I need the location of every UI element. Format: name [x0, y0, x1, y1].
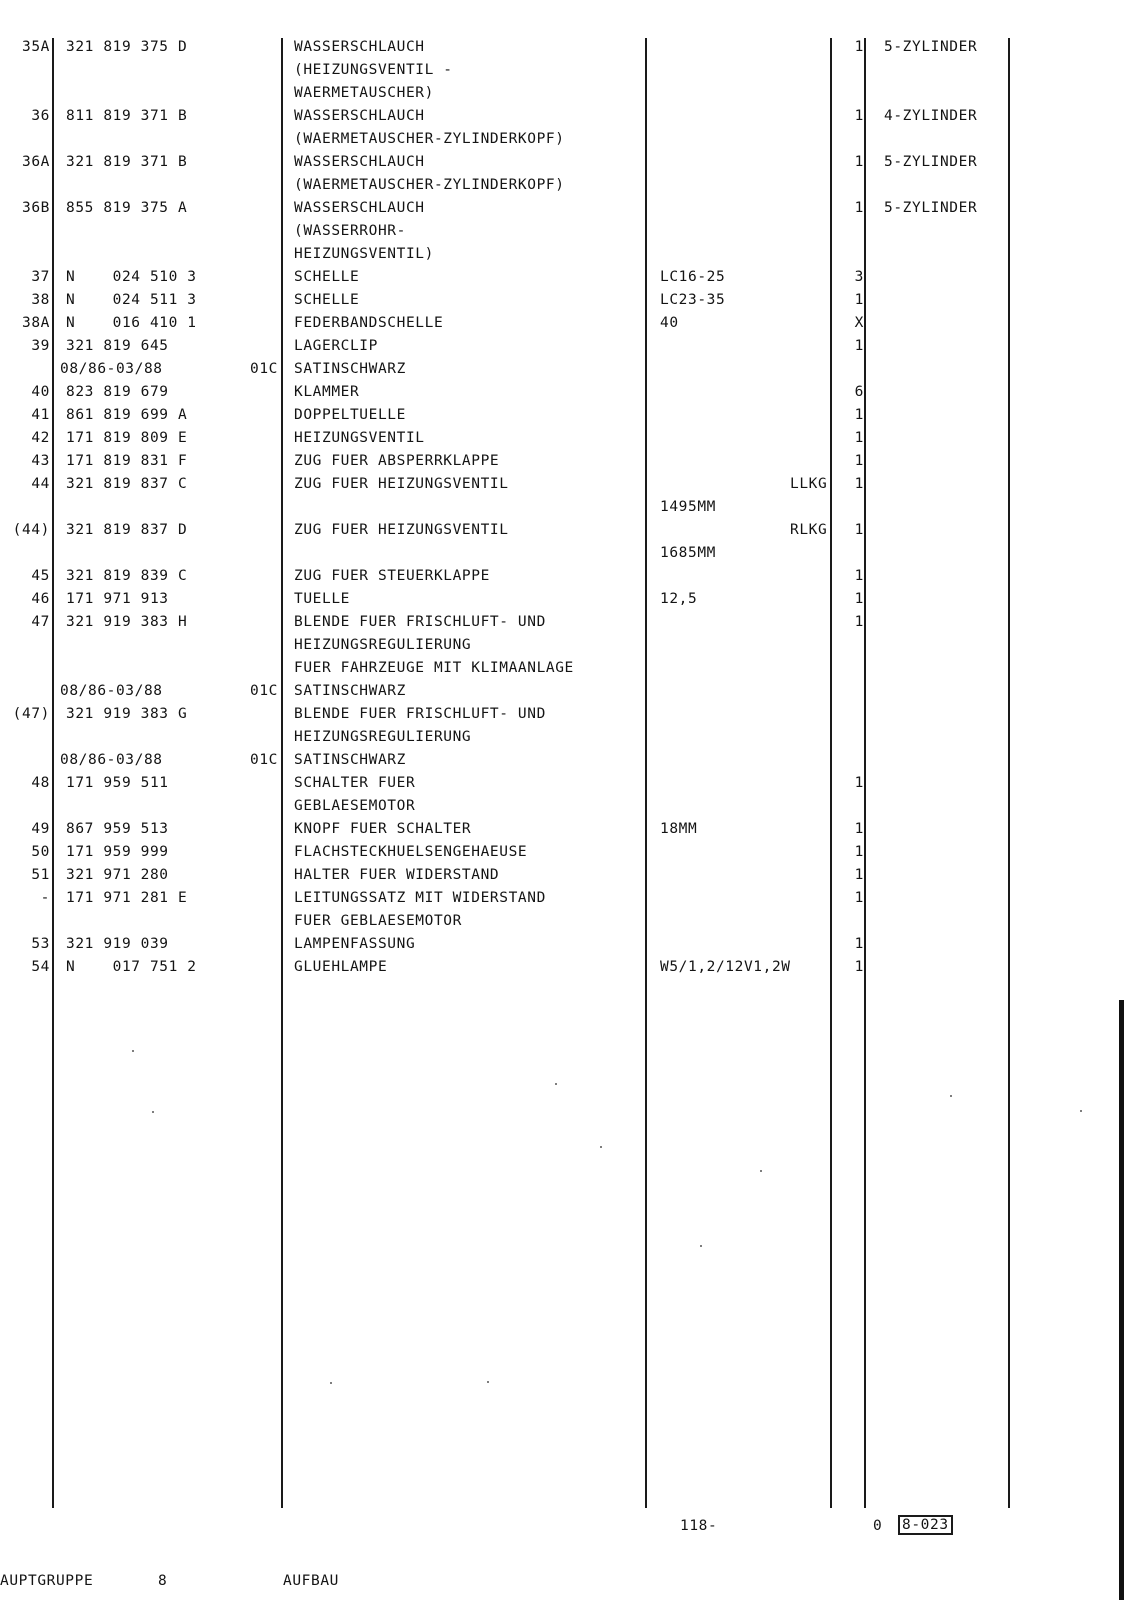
- position-number: (44): [12, 522, 50, 538]
- main-group-label: AUPTGRUPPE: [0, 1573, 94, 1589]
- table-row: [0, 841, 1124, 864]
- description: (HEIZUNGSVENTIL -: [294, 62, 453, 78]
- part-number: 321 971 280: [66, 867, 169, 883]
- part-number: 321 819 839 C: [66, 568, 188, 584]
- description: WASSERSCHLAUCH: [294, 39, 425, 55]
- scan-edge-shadow: [1119, 1000, 1124, 1600]
- remark: LC16-25: [660, 269, 726, 285]
- quantity: 3: [854, 269, 864, 285]
- position-number: 40: [31, 384, 50, 400]
- table-row-continuation: [0, 795, 1124, 818]
- description: WASSERSCHLAUCH: [294, 108, 425, 124]
- quantity: 1: [854, 200, 864, 216]
- remark: LC23-35: [660, 292, 726, 308]
- table-row: [0, 312, 1124, 335]
- model-note: 4-ZYLINDER: [884, 108, 978, 124]
- table-row-continuation: [0, 128, 1124, 151]
- scan-speck: [760, 1170, 762, 1172]
- description: KNOPF FUER SCHALTER: [294, 821, 472, 837]
- part-number: 171 971 913: [66, 591, 169, 607]
- quantity: 1: [854, 614, 864, 630]
- part-number: 321 819 837 C: [66, 476, 188, 492]
- quantity: 1: [854, 568, 864, 584]
- model-note: 5-ZYLINDER: [884, 154, 978, 170]
- position-number: 36: [31, 108, 50, 124]
- quantity: 1: [854, 890, 864, 906]
- table-row: [0, 36, 1124, 59]
- position-number: 38A: [22, 315, 50, 331]
- remark-variant: LLKG: [790, 476, 828, 492]
- quantity: 1: [854, 430, 864, 446]
- description: KLAMMER: [294, 384, 360, 400]
- description: SCHELLE: [294, 292, 360, 308]
- quantity: 1: [854, 591, 864, 607]
- description: (WAERMETAUSCHER-ZYLINDERKOPF): [294, 131, 565, 147]
- table-row: [0, 933, 1124, 956]
- table-row-continuation: [0, 220, 1124, 243]
- description: FUER FAHRZEUGE MIT KLIMAANLAGE: [294, 660, 574, 676]
- table-row: [0, 703, 1124, 726]
- model-note: 5-ZYLINDER: [884, 200, 978, 216]
- description: SCHELLE: [294, 269, 360, 285]
- part-number: 171 971 281 E: [66, 890, 188, 906]
- scan-speck: [330, 1382, 332, 1384]
- table-row-continuation: [0, 243, 1124, 266]
- position-number: 54: [31, 959, 50, 975]
- position-number: 47: [31, 614, 50, 630]
- description: ZUG FUER ABSPERRKLAPPE: [294, 453, 500, 469]
- part-number: N 017 751 2: [66, 959, 197, 975]
- model-note: 5-ZYLINDER: [884, 39, 978, 55]
- remark-variant: RLKG: [790, 522, 828, 538]
- quantity: 1: [854, 407, 864, 423]
- scan-speck: [700, 1245, 702, 1247]
- quantity: 1: [854, 522, 864, 538]
- page-number: 118-: [680, 1518, 718, 1534]
- quantity: 1: [854, 108, 864, 124]
- position-number: 37: [31, 269, 50, 285]
- main-group-name: AUFBAU: [283, 1573, 339, 1589]
- part-number: N 024 511 3: [66, 292, 197, 308]
- scan-speck: [1080, 1110, 1082, 1112]
- description: SATINSCHWARZ: [294, 361, 406, 377]
- scan-speck: [487, 1381, 489, 1383]
- position-number: -: [40, 890, 50, 906]
- description: LEITUNGSSATZ MIT WIDERSTAND: [294, 890, 546, 906]
- table-row-continuation: [0, 496, 1124, 519]
- description: (WAERMETAUSCHER-ZYLINDERKOPF): [294, 177, 565, 193]
- quantity: X: [854, 315, 864, 331]
- part-number: 171 819 831 F: [66, 453, 188, 469]
- variant-date-range: 08/86-03/88: [60, 361, 163, 377]
- part-number: 823 819 679: [66, 384, 169, 400]
- part-number: 811 819 371 B: [66, 108, 188, 124]
- description: WAERMETAUSCHER): [294, 85, 434, 101]
- quantity: 1: [854, 476, 864, 492]
- quantity: 1: [854, 39, 864, 55]
- position-number: 38: [31, 292, 50, 308]
- position-number: 45: [31, 568, 50, 584]
- table-row: [0, 381, 1124, 404]
- description: ZUG FUER STEUERKLAPPE: [294, 568, 490, 584]
- description: HEIZUNGSVENTIL: [294, 430, 425, 446]
- table-row-continuation: [0, 749, 1124, 772]
- quantity: 1: [854, 821, 864, 837]
- position-number: 44: [31, 476, 50, 492]
- position-number: 41: [31, 407, 50, 423]
- quantity: 1: [854, 338, 864, 354]
- description: HEIZUNGSREGULIERUNG: [294, 637, 472, 653]
- remark: 12,5: [660, 591, 698, 607]
- table-row: [0, 887, 1124, 910]
- description: (WASSERROHR-: [294, 223, 406, 239]
- table-row-continuation: [0, 174, 1124, 197]
- table-row: [0, 450, 1124, 473]
- table-row-continuation: [0, 542, 1124, 565]
- position-number: 50: [31, 844, 50, 860]
- part-number: 321 919 039: [66, 936, 169, 952]
- part-number: 321 819 371 B: [66, 154, 188, 170]
- variant-date-range: 08/86-03/88: [60, 752, 163, 768]
- table-row-continuation: [0, 910, 1124, 933]
- table-row: [0, 772, 1124, 795]
- position-number: 42: [31, 430, 50, 446]
- color-code: 01C: [250, 752, 278, 768]
- position-number: 46: [31, 591, 50, 607]
- table-row: [0, 473, 1124, 496]
- table-row-continuation: [0, 680, 1124, 703]
- part-number: 861 819 699 A: [66, 407, 188, 423]
- table-row-continuation: [0, 358, 1124, 381]
- position-number: 36B: [22, 200, 50, 216]
- quantity: 1: [854, 154, 864, 170]
- description: TUELLE: [294, 591, 350, 607]
- part-number: 171 959 999: [66, 844, 169, 860]
- description: SATINSCHWARZ: [294, 683, 406, 699]
- position-number: 43: [31, 453, 50, 469]
- scan-speck: [950, 1095, 952, 1097]
- remark: W5/1,2/12V1,2W: [660, 959, 791, 975]
- scan-speck: [600, 1146, 602, 1148]
- scan-speck: [152, 1111, 154, 1113]
- part-number: 321 819 837 D: [66, 522, 188, 538]
- description: FUER GEBLAESEMOTOR: [294, 913, 462, 929]
- remark: 1495MM: [660, 499, 716, 515]
- table-row: [0, 611, 1124, 634]
- description: LAMPENFASSUNG: [294, 936, 416, 952]
- description: WASSERSCHLAUCH: [294, 200, 425, 216]
- description: GEBLAESEMOTOR: [294, 798, 416, 814]
- position-number: 49: [31, 821, 50, 837]
- table-row: [0, 864, 1124, 887]
- table-row-continuation: [0, 59, 1124, 82]
- table-row: [0, 289, 1124, 312]
- remark: 18MM: [660, 821, 698, 837]
- color-code: 01C: [250, 361, 278, 377]
- part-number: 321 819 645: [66, 338, 169, 354]
- quantity: 6: [854, 384, 864, 400]
- table-row: [0, 151, 1124, 174]
- position-number: 39: [31, 338, 50, 354]
- quantity: 1: [854, 292, 864, 308]
- sheet-code-box: 8-023: [898, 1515, 953, 1535]
- description: HEIZUNGSVENTIL): [294, 246, 434, 262]
- part-number: 321 919 383 G: [66, 706, 188, 722]
- description: BLENDE FUER FRISCHLUFT- UND: [294, 614, 546, 630]
- description: WASSERSCHLAUCH: [294, 154, 425, 170]
- description: FLACHSTECKHUELSENGEHAEUSE: [294, 844, 528, 860]
- part-number: 321 819 375 D: [66, 39, 188, 55]
- description: DOPPELTUELLE: [294, 407, 406, 423]
- description: FEDERBANDSCHELLE: [294, 315, 444, 331]
- quantity: 1: [854, 936, 864, 952]
- table-row: [0, 565, 1124, 588]
- scan-speck: [132, 1050, 134, 1052]
- description: BLENDE FUER FRISCHLUFT- UND: [294, 706, 546, 722]
- description: ZUG FUER HEIZUNGSVENTIL: [294, 476, 509, 492]
- part-number: 171 959 511: [66, 775, 169, 791]
- description: SATINSCHWARZ: [294, 752, 406, 768]
- variant-date-range: 08/86-03/88: [60, 683, 163, 699]
- table-row: [0, 588, 1124, 611]
- sheet-prefix: 0: [873, 1518, 883, 1534]
- table-row: [0, 335, 1124, 358]
- part-number: 171 819 809 E: [66, 430, 188, 446]
- table-row-continuation: [0, 634, 1124, 657]
- description: ZUG FUER HEIZUNGSVENTIL: [294, 522, 509, 538]
- description: SCHALTER FUER: [294, 775, 416, 791]
- table-row-continuation: [0, 726, 1124, 749]
- description: LAGERCLIP: [294, 338, 378, 354]
- color-code: 01C: [250, 683, 278, 699]
- table-row: [0, 105, 1124, 128]
- description: GLUEHLAMPE: [294, 959, 388, 975]
- part-number: 321 919 383 H: [66, 614, 188, 630]
- quantity: 1: [854, 844, 864, 860]
- main-group-number: 8: [158, 1573, 168, 1589]
- table-row: [0, 404, 1124, 427]
- table-row: [0, 956, 1124, 979]
- table-row: [0, 427, 1124, 450]
- table-row: [0, 266, 1124, 289]
- part-number: N 016 410 1: [66, 315, 197, 331]
- quantity: 1: [854, 959, 864, 975]
- table-row: [0, 519, 1124, 542]
- position-number: 48: [31, 775, 50, 791]
- description: HALTER FUER WIDERSTAND: [294, 867, 500, 883]
- position-number: 35A: [22, 39, 50, 55]
- position-number: 51: [31, 867, 50, 883]
- description: HEIZUNGSREGULIERUNG: [294, 729, 472, 745]
- quantity: 1: [854, 453, 864, 469]
- remark: 1685MM: [660, 545, 716, 561]
- table-row: [0, 197, 1124, 220]
- table-row: [0, 818, 1124, 841]
- remark: 40: [660, 315, 679, 331]
- part-number: N 024 510 3: [66, 269, 197, 285]
- position-number: 53: [31, 936, 50, 952]
- quantity: 1: [854, 775, 864, 791]
- quantity: 1: [854, 867, 864, 883]
- part-number: 867 959 513: [66, 821, 169, 837]
- position-number: (47): [12, 706, 50, 722]
- scan-speck: [555, 1083, 557, 1085]
- position-number: 36A: [22, 154, 50, 170]
- table-row-continuation: [0, 657, 1124, 680]
- table-row-continuation: [0, 82, 1124, 105]
- part-number: 855 819 375 A: [66, 200, 188, 216]
